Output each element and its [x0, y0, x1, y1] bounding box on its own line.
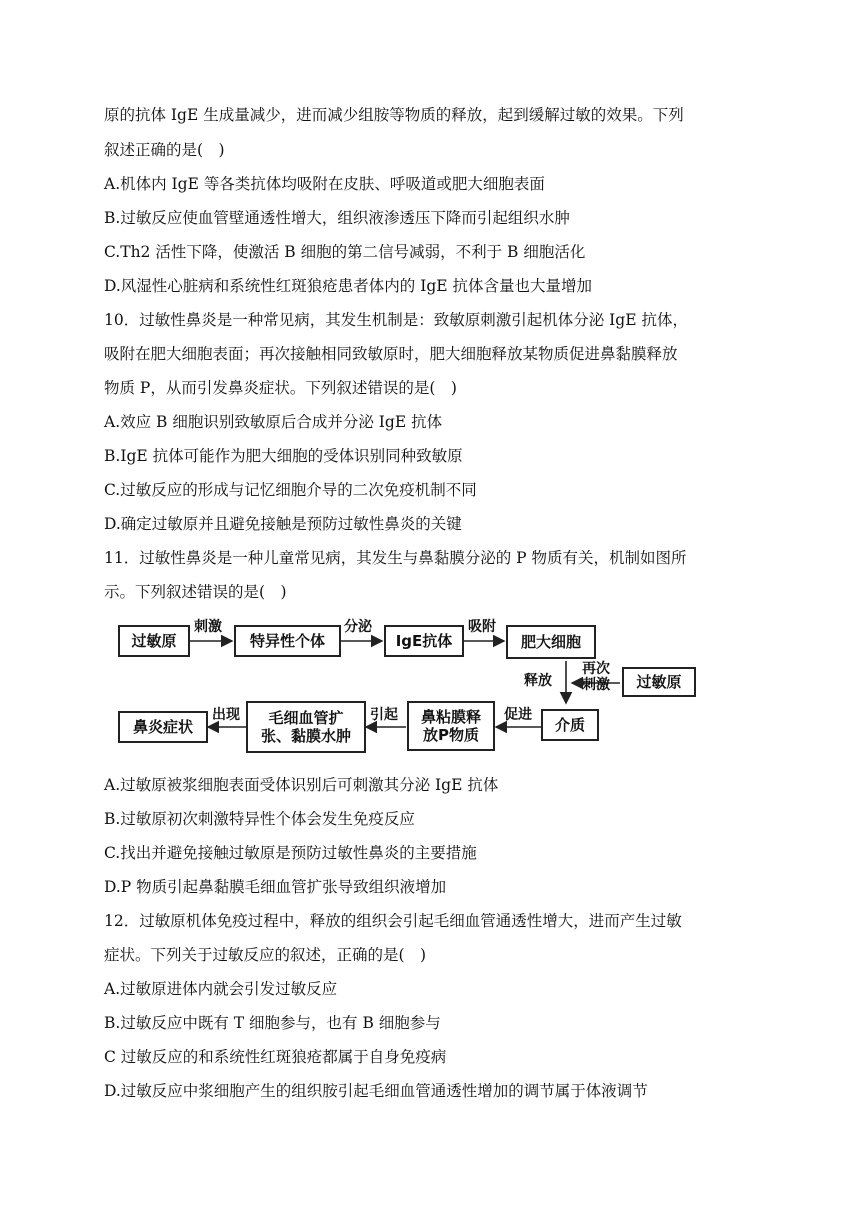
- text-line: D.风湿性心脏病和系统性红斑狼疮患者体内的 IgE 抗体含量也大量增加: [104, 277, 593, 295]
- text-line: 示。下列叙述错误的是( ): [104, 583, 287, 601]
- text-line: B.过敏反应使血管壁通透性增大，组织液渗透压下降而引起组织水肿: [104, 209, 570, 227]
- text-line: A.过敏原被浆细胞表面受体识别后可刺激其分泌 IgE 抗体: [104, 776, 499, 794]
- label-promote: 促进: [504, 707, 532, 723]
- box-medium: 介质: [541, 709, 599, 741]
- text-line: A.效应 B 细胞识别致敏原后合成并分泌 IgE 抗体: [104, 413, 443, 431]
- text-line: B.IgE 抗体可能作为肥大细胞的受体识别同种致敏原: [104, 447, 463, 465]
- text-line: C.Th2 活性下降，使激活 B 细胞的第二信号减弱，不利于 B 细胞活化: [104, 243, 586, 261]
- text-line: 11．过敏性鼻炎是一种儿童常见病，其发生与鼻黏膜分泌的 P 物质有关，机制如图所: [104, 549, 687, 567]
- text-line: D.P 物质引起鼻黏膜毛细血管扩张导致组织液增加: [104, 878, 447, 896]
- text-line: 吸附在肥大细胞表面；再次接触相同致敏原时，肥大细胞释放某物质促进鼻黏膜释放: [104, 345, 678, 363]
- text-line: 叙述正确的是( ): [104, 141, 225, 159]
- text-line: 物质 P，从而引发鼻炎症状。下列叙述错误的是( ): [104, 379, 457, 397]
- text-line: B.过敏反应中既有 T 细胞参与，也有 B 细胞参与: [104, 1014, 441, 1032]
- text-line: C.过敏反应的形成与记忆细胞介导的二次免疫机制不同: [104, 481, 477, 499]
- text-line: 症状。下列关于过敏反应的叙述，正确的是( ): [104, 946, 427, 964]
- label-secrete: 分泌: [344, 619, 372, 635]
- text-line: A.机体内 IgE 等各类抗体均吸附在皮肤、呼吸道或肥大细胞表面: [104, 175, 545, 193]
- box-rhinitis-symptom: 鼻炎症状: [118, 711, 208, 743]
- text-line: 原的抗体 IgE 生成量减少，进而减少组胺等物质的释放，起到缓解过敏的效果。下列: [104, 106, 684, 124]
- label-appear: 出现: [212, 707, 240, 723]
- box-capillary-dilation: 毛细血管扩张、黏膜水肿: [246, 701, 366, 753]
- text-line: C 过敏反应的和系统性红斑狼疮都属于自身免疫病: [104, 1048, 447, 1066]
- label-stimulate: 刺激: [194, 619, 222, 635]
- text-line: 10．过敏性鼻炎是一种常见病，其发生机制是：致敏原刺激引起机体分泌 IgE 抗体，: [104, 311, 688, 329]
- box-ige-antibody: IgE抗体: [384, 625, 464, 657]
- box-mast-cell: 肥大细胞: [506, 625, 596, 659]
- box-allergen: 过敏原: [118, 625, 190, 657]
- box-mucosa-release: 鼻粘膜释放P物质: [407, 701, 495, 751]
- text-line: B.过敏原初次刺激特异性个体会发生免疫反应: [104, 810, 415, 828]
- mechanism-diagram: [114, 617, 714, 757]
- text-line: 12．过敏原机体免疫过程中，释放的组织会引起毛细血管通透性增大，进而产生过敏: [104, 912, 682, 930]
- label-release: 释放: [524, 673, 552, 689]
- label-adsorb: 吸附: [468, 619, 496, 635]
- text-line: D.确定过敏原并且避免接触是预防过敏性鼻炎的关键: [104, 515, 462, 533]
- label-restimulate: 再次刺激: [582, 661, 610, 693]
- box-allergen-second: 过敏原: [622, 667, 696, 697]
- box-specific-individual: 特异性个体: [234, 625, 341, 657]
- text-line: A.过敏原进体内就会引发过敏反应: [104, 980, 338, 998]
- label-cause: 引起: [370, 707, 398, 723]
- text-line: D.过敏反应中浆细胞产生的组织胺引起毛细血管通透性增加的调节属于体液调节: [104, 1082, 648, 1100]
- text-line: C.找出并避免接触过敏原是预防过敏性鼻炎的主要措施: [104, 844, 477, 862]
